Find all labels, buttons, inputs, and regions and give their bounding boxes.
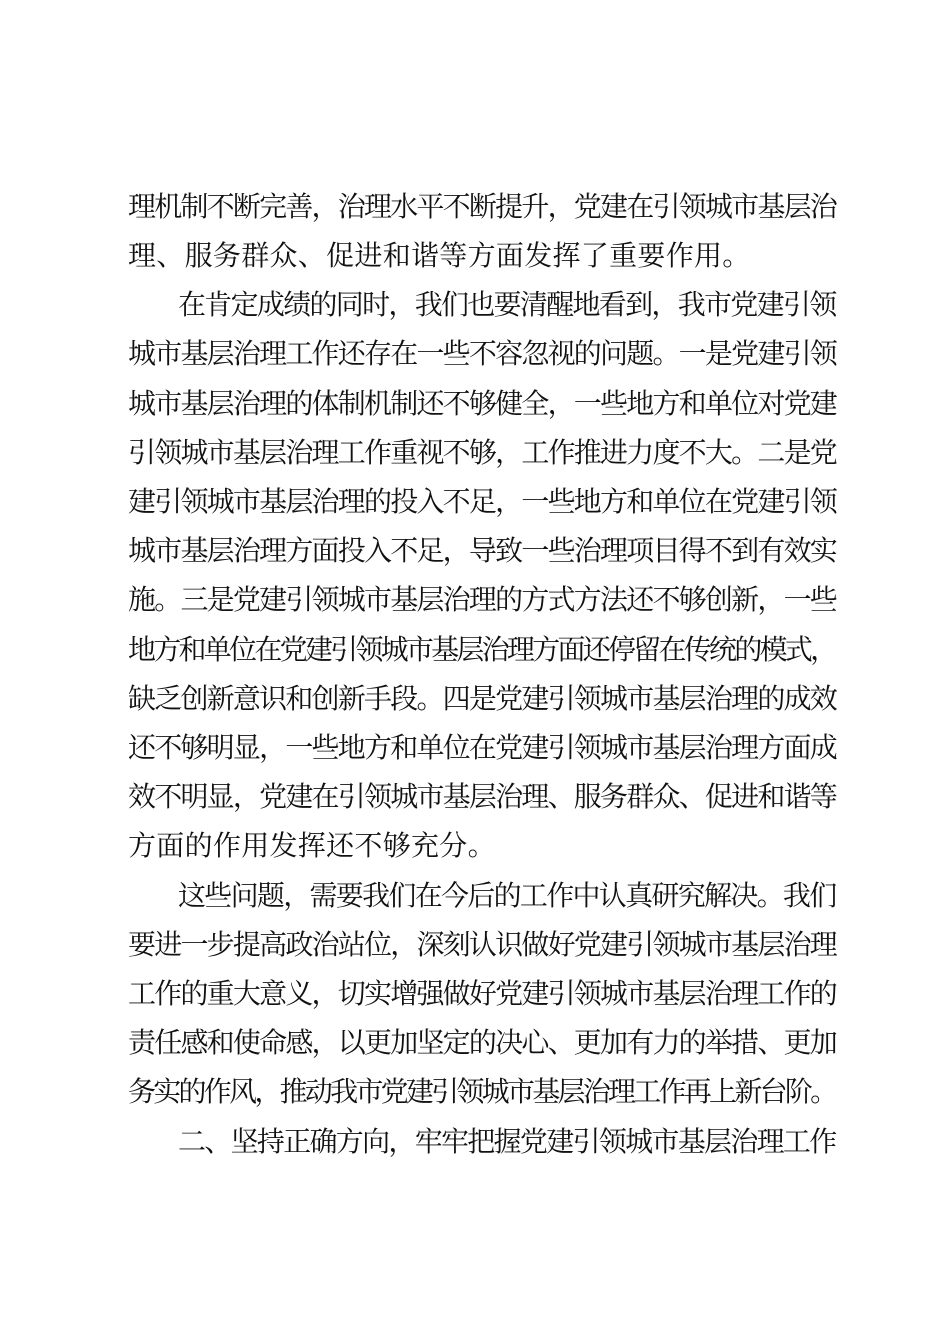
text-line: 责任感和使命感，以更加坚定的决心、更加有力的举措、更加: [128, 1026, 837, 1059]
text-line: 还不够明显，一些地方和单位在党建引领城市基层治理方面成: [128, 731, 837, 764]
section-heading: 二、坚持正确方向，牢牢把握党建引领城市基层治理工作: [178, 1125, 836, 1158]
text-line: 建引领城市基层治理的投入不足，一些地方和单位在党建引领: [128, 485, 837, 518]
text-line: 缺乏创新意识和创新手段。四是党建引领城市基层治理的成效: [128, 682, 837, 715]
text-line: 城市基层治理的体制机制还不够健全，一些地方和单位对党建: [128, 387, 837, 420]
text-line: 城市基层治理方面投入不足，导致一些治理项目得不到有效实: [128, 534, 837, 567]
text-line: 工作的重大意义，切实增强做好党建引领城市基层治理工作的: [128, 977, 837, 1010]
text-line: 要进一步提高政治站位，深刻认识做好党建引领城市基层治理: [128, 928, 837, 961]
text-line: 引领城市基层治理工作重视不够，工作推进力度不大。二是党: [128, 436, 837, 469]
text-line: 理机制不断完善，治理水平不断提升，党建在引领城市基层治: [128, 190, 837, 223]
paragraph-first-line: 这些问题，需要我们在今后的工作中认真研究解决。我们: [178, 879, 836, 912]
text-line: 效不明显，党建在引领城市基层治理、服务群众、促进和谐等: [128, 780, 837, 813]
paragraph-first-line: 在肯定成绩的同时，我们也要清醒地看到，我市党建引领: [178, 288, 836, 321]
text-line: 方面的作用发挥还不够充分。: [128, 829, 496, 862]
text-line: 城市基层治理工作还存在一些不容忽视的问题。一是党建引领: [128, 337, 837, 370]
text-line: 地方和单位在党建引领城市基层治理方面还停留在传统的模式，: [128, 633, 836, 666]
text-line: 施。三是党建引领城市基层治理的方式方法还不够创新，一些: [128, 583, 837, 616]
text-line: 理、服务群众、促进和谐等方面发挥了重要作用。: [128, 239, 751, 272]
text-line: 务实的作风，推动我市党建引领城市基层治理工作再上新台阶。: [128, 1075, 836, 1108]
